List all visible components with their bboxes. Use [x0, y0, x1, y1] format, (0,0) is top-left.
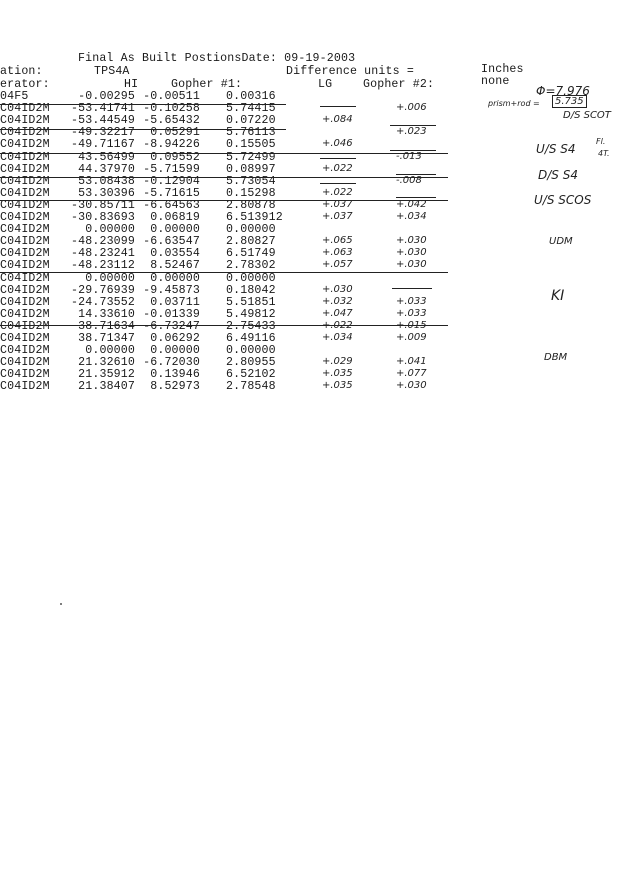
station-label: ation:	[0, 65, 43, 78]
lg-blank-stroke	[320, 106, 356, 107]
cell-v1: 43.56499	[78, 151, 135, 164]
section-divider	[0, 200, 448, 201]
cell-gopher2-difference: +.030	[396, 259, 427, 270]
cell-v1: 44.37970	[78, 163, 135, 176]
cell-lg-difference: +.022	[322, 163, 353, 174]
cell-name: 04F5	[0, 90, 29, 103]
cell-name: C04ID2M	[0, 308, 50, 321]
cell-gopher2-difference: +.042	[396, 199, 427, 210]
cell-v2: 0.03711	[150, 296, 200, 309]
cell-lg-difference: +.029	[322, 356, 353, 367]
cell-v1: 0.00000	[85, 223, 135, 236]
gopher2-column-header: Gopher #2:	[363, 78, 435, 91]
cell-v1: -53.44549	[71, 114, 135, 127]
cell-name: C04ID2M	[0, 223, 50, 236]
cell-v3: 2.80955	[226, 356, 276, 369]
cell-name: C04ID2M	[0, 187, 50, 200]
cell-name: C04ID2M	[0, 344, 50, 357]
cell-name: C04ID2M	[0, 247, 50, 260]
cell-v2: -8.94226	[143, 138, 200, 151]
cell-v1: 14.33610	[78, 308, 135, 321]
cell-lg-difference: +.047	[322, 308, 353, 319]
cell-lg-difference: +.063	[322, 247, 353, 258]
cell-v3: 5.51851	[226, 296, 276, 309]
section-divider	[0, 129, 286, 130]
section-divider	[0, 325, 448, 326]
cell-name: C04ID2M	[0, 138, 50, 151]
cell-name: C04ID2M	[0, 175, 50, 188]
cell-v3: 0.00000	[226, 344, 276, 357]
cell-v2: -5.65432	[143, 114, 200, 127]
cell-v1: -29.76939	[71, 284, 135, 297]
cell-lg-difference: +.035	[322, 368, 353, 379]
cell-gopher2-difference: +.015	[396, 320, 427, 331]
us-s4-label: U/S S4	[536, 142, 576, 156]
cell-v3: 5.73054	[226, 175, 276, 188]
cell-v2: -5.71599	[143, 163, 200, 176]
cell-v3: 0.08997	[226, 163, 276, 176]
cell-v1: -30.85711	[71, 199, 135, 212]
cell-name: C04ID2M	[0, 259, 50, 272]
cell-v3: 2.80827	[226, 235, 276, 248]
us-scos-label: U/S SCOS	[534, 193, 592, 207]
cell-lg-difference: +.030	[322, 284, 353, 295]
ki-label: KI	[551, 288, 565, 304]
cell-v3: 2.78302	[226, 259, 276, 272]
cell-name: C04ID2M	[0, 272, 50, 285]
cell-name: C04ID2M	[0, 296, 50, 309]
cell-name: C04ID2M	[0, 102, 50, 115]
cell-v2: 0.00000	[150, 344, 200, 357]
cell-v3: 0.15505	[226, 138, 276, 151]
cell-v3: 0.00000	[226, 272, 276, 285]
cell-name: C04ID2M	[0, 235, 50, 248]
cell-name: C04ID2M	[0, 211, 50, 224]
cell-gopher2-difference: -.013	[396, 151, 422, 162]
section-divider	[0, 104, 286, 105]
none-label: none	[481, 75, 510, 88]
prism-rod-annotation: prism+rod =	[488, 99, 540, 108]
cell-name: C04ID2M	[0, 163, 50, 176]
cell-v1: 0.00000	[85, 272, 135, 285]
g2-underline	[396, 174, 436, 175]
cell-lg-difference: +.034	[322, 332, 353, 343]
cell-name: C04ID2M	[0, 320, 50, 333]
difference-units-label: Difference units =	[286, 65, 414, 78]
cell-v2: -9.45873	[143, 284, 200, 297]
cell-v1: 0.00000	[85, 344, 135, 357]
cell-name: C04ID2M	[0, 114, 50, 127]
cell-gopher2-difference: +.009	[396, 332, 427, 343]
cell-lg-difference: +.065	[322, 235, 353, 246]
cell-name: C04ID2M	[0, 380, 50, 393]
cell-v1: -49.32217	[71, 126, 135, 139]
g2-underline	[396, 197, 436, 198]
cell-name: C04ID2M	[0, 368, 50, 381]
section-divider	[0, 272, 448, 273]
cell-gopher2-difference: -.008	[396, 175, 422, 186]
cell-v1: -24.73552	[71, 296, 135, 309]
cell-v3: 5.72499	[226, 151, 276, 164]
cell-v3: 6.52102	[226, 368, 276, 381]
cell-v2: -6.64563	[143, 199, 200, 212]
section-divider	[0, 153, 448, 154]
cell-v2: 0.06819	[150, 211, 200, 224]
scan-speck	[60, 603, 62, 605]
cell-name: C04ID2M	[0, 151, 50, 164]
cell-v3: 6.513912	[226, 211, 283, 224]
cell-v2: -0.00511	[143, 90, 200, 103]
cell-v2: 8.52467	[150, 259, 200, 272]
cell-v2: 0.03554	[150, 247, 200, 260]
cell-lg-difference: +.084	[322, 114, 353, 125]
cell-v2: 0.05291	[150, 126, 200, 139]
cell-lg-difference: +.037	[322, 199, 353, 210]
cell-name: C04ID2M	[0, 126, 50, 139]
cell-v3: 0.07220	[226, 114, 276, 127]
dbm-label: DBM	[544, 352, 568, 363]
gopher1-column-header: Gopher #1:	[171, 78, 243, 91]
cell-lg-difference: +.022	[322, 187, 353, 198]
cell-v2: 8.52973	[150, 380, 200, 393]
cell-v3: 2.75433	[226, 320, 276, 333]
inches-label: Inches	[481, 63, 524, 76]
cell-v1: -48.23112	[71, 259, 135, 272]
cell-gopher2-difference: +.030	[396, 380, 427, 391]
cell-name: C04ID2M	[0, 356, 50, 369]
cell-v1: -49.71167	[71, 138, 135, 151]
cell-v2: 0.00000	[150, 223, 200, 236]
g2-underline	[390, 150, 436, 151]
cell-v2: -6.72030	[143, 356, 200, 369]
station-value: TPS4A	[94, 65, 130, 78]
operator-label: erator:	[0, 78, 50, 91]
cell-gopher2-difference: +.030	[396, 235, 427, 246]
cell-v2: 0.09552	[150, 151, 200, 164]
cell-v1: 21.32610	[78, 356, 135, 369]
cell-v1: 21.35912	[78, 368, 135, 381]
section-divider	[0, 177, 448, 178]
cell-v1: 53.08438	[78, 175, 135, 188]
cell-lg-difference: +.022	[322, 320, 353, 331]
cell-v1: 38.71634	[78, 320, 135, 333]
hi-column-header: HI	[124, 78, 139, 91]
cell-gopher2-difference: +.023	[396, 126, 427, 137]
report-title: Final As Built PostionsDate: 09-19-2003	[78, 52, 356, 65]
cell-v2: 0.06292	[150, 332, 200, 345]
cell-v3: 5.76113	[226, 126, 276, 139]
udm-label: UDM	[549, 236, 573, 247]
cell-lg-difference: +.046	[322, 138, 353, 149]
cell-v1: -30.83693	[71, 211, 135, 224]
cell-v2: -0.01339	[143, 308, 200, 321]
ds-scot-label: D/S SCOT	[563, 110, 611, 121]
cell-v1: -48.23099	[71, 235, 135, 248]
cell-name: C04ID2M	[0, 199, 50, 212]
fl-annotation: Fl.	[596, 137, 606, 146]
phi-annotation: Φ=7.976	[536, 84, 590, 98]
cell-v3: 6.51749	[226, 247, 276, 260]
lg-blank-stroke	[320, 183, 356, 184]
cell-v3: 0.00000	[226, 223, 276, 236]
cell-name: C04ID2M	[0, 332, 50, 345]
g2-underline	[390, 125, 436, 126]
cell-gopher2-difference: +.033	[396, 296, 427, 307]
cell-gopher2-difference: +.041	[396, 356, 427, 367]
cell-v3: 2.80878	[226, 199, 276, 212]
cell-v3: 2.78548	[226, 380, 276, 393]
four-t-annotation: 4T.	[598, 149, 610, 158]
cell-lg-difference: +.037	[322, 211, 353, 222]
cell-v2: 0.13946	[150, 368, 200, 381]
cell-v3: 5.74415	[226, 102, 276, 115]
cell-lg-difference: +.057	[322, 259, 353, 270]
cell-v3: 0.18042	[226, 284, 276, 297]
prism-rod-value: 5.735	[552, 95, 587, 108]
cell-v2: -6.73247	[143, 320, 200, 333]
cell-v2: -5.71615	[143, 187, 200, 200]
ds-s4-label: D/S S4	[538, 168, 578, 182]
cell-v3: 6.49116	[226, 332, 276, 345]
cell-v1: 53.30396	[78, 187, 135, 200]
cell-v2: -0.10258	[143, 102, 200, 115]
cell-v1: -0.00295	[78, 90, 135, 103]
cell-gopher2-difference: +.030	[396, 247, 427, 258]
cell-gopher2-difference: +.034	[396, 211, 427, 222]
lg-blank-stroke	[320, 158, 356, 159]
cell-v3: 5.49812	[226, 308, 276, 321]
cell-name: C04ID2M	[0, 284, 50, 297]
cell-v1: -53.41741	[71, 102, 135, 115]
g2-blank-stroke	[392, 288, 432, 289]
cell-v2: -0.12904	[143, 175, 200, 188]
cell-v3: 0.00316	[226, 90, 276, 103]
cell-v3: 0.15298	[226, 187, 276, 200]
cell-v1: 21.38407	[78, 380, 135, 393]
cell-gopher2-difference: +.033	[396, 308, 427, 319]
cell-lg-difference: +.032	[322, 296, 353, 307]
cell-v2: 0.00000	[150, 272, 200, 285]
cell-gopher2-difference: +.006	[396, 102, 427, 113]
lg-column-header: LG	[318, 78, 333, 91]
cell-v1: -48.23241	[71, 247, 135, 260]
cell-v2: -6.63547	[143, 235, 200, 248]
cell-gopher2-difference: +.077	[396, 368, 427, 379]
cell-v1: 38.71347	[78, 332, 135, 345]
cell-lg-difference: +.035	[322, 380, 353, 391]
